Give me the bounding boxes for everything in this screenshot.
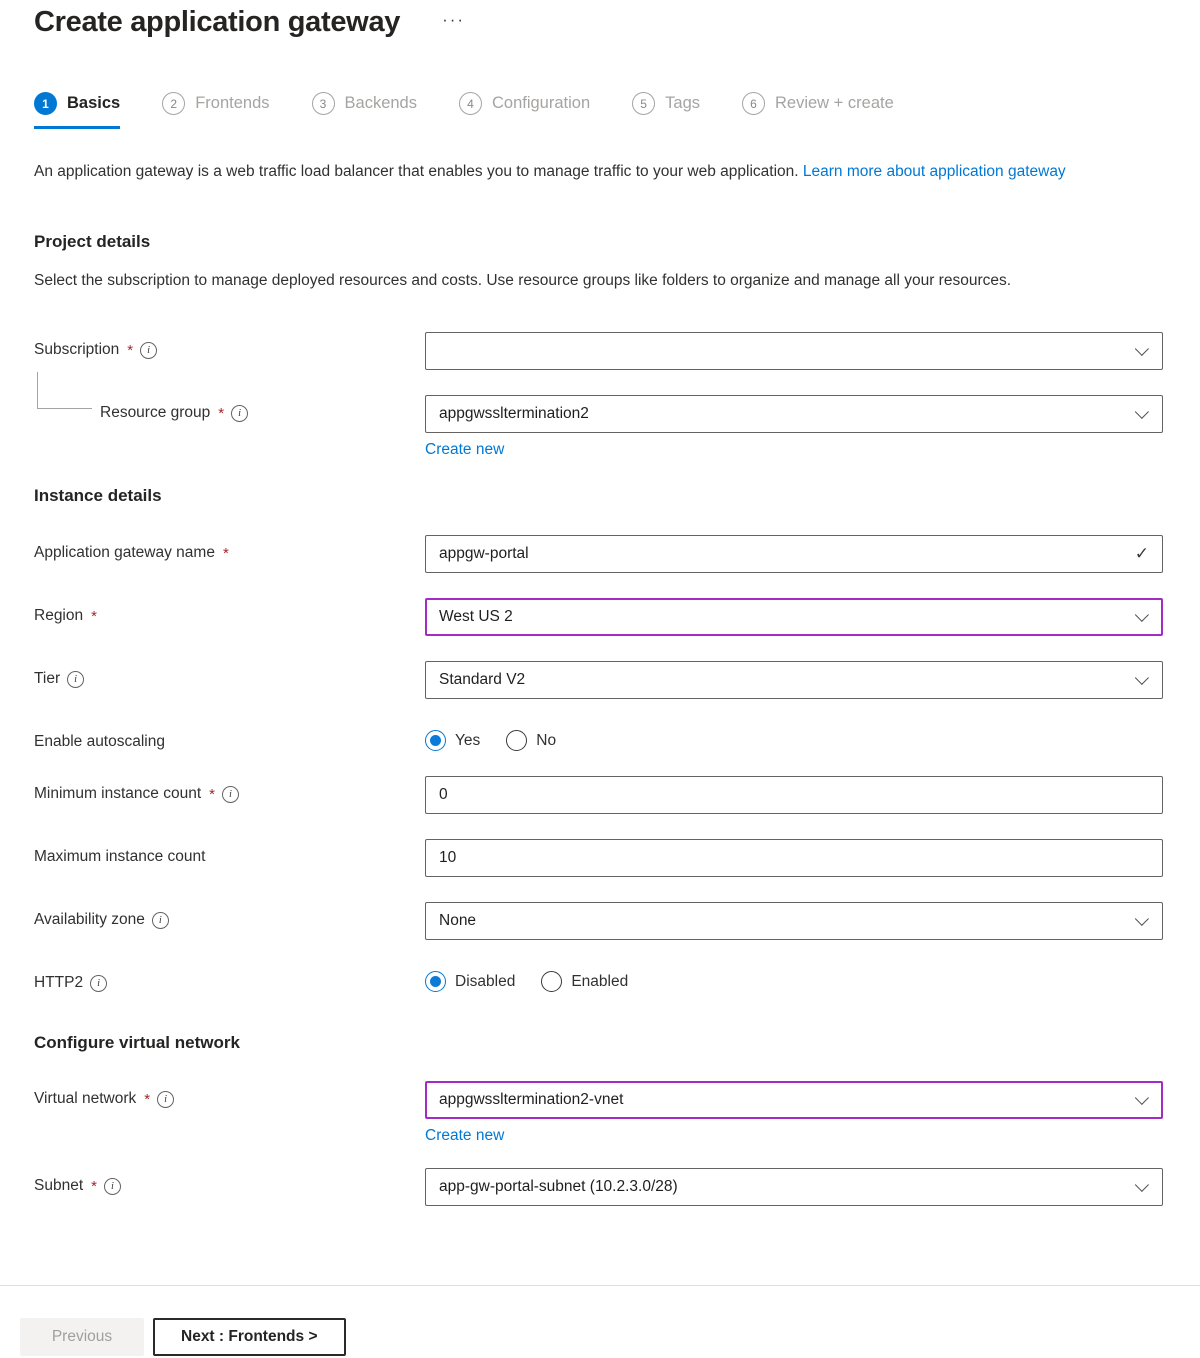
- form-row-tier: [34, 661, 1163, 699]
- region-dropdown[interactable]: [425, 598, 1163, 636]
- info-icon[interactable]: i: [157, 1091, 174, 1108]
- tab-review-create[interactable]: [742, 92, 894, 129]
- form-row-virtual-network: [34, 1081, 1163, 1145]
- tab-number-badge: 3: [312, 92, 335, 115]
- form-row-max-count: [34, 839, 1163, 877]
- autoscaling-label: Enable autoscaling: [34, 733, 165, 750]
- tab-number-badge: 1: [34, 92, 57, 115]
- tab-basics[interactable]: [34, 92, 120, 129]
- required-asterisk: *: [91, 607, 97, 625]
- min-count-input[interactable]: [425, 776, 1163, 814]
- subnet-dropdown[interactable]: [425, 1168, 1163, 1206]
- section-heading-project-details: Project details: [34, 232, 151, 251]
- gateway-name-value: appgw-portal: [439, 545, 529, 562]
- tab-label: Review + create: [775, 94, 894, 112]
- section-heading-configure-vnet: Configure virtual network: [34, 1033, 240, 1052]
- chevron-down-icon: [1135, 405, 1149, 419]
- virtual-network-label: Virtual network * i: [34, 1081, 425, 1108]
- form-row-min-count: [34, 776, 1163, 814]
- intro-description: An application gateway is a web traffic load balancer that enables you to manage traffic to your web application.: [34, 163, 803, 180]
- tab-tags[interactable]: [632, 92, 700, 129]
- radio-button-icon: [425, 971, 446, 992]
- next-frontends-button[interactable]: Next : Frontends >: [153, 1318, 346, 1356]
- http2-radio-disabled[interactable]: [425, 971, 515, 992]
- http2-radio-enabled[interactable]: [541, 971, 628, 992]
- create-new-vnet-link[interactable]: Create new: [425, 1127, 505, 1144]
- chevron-down-icon: [1135, 671, 1149, 685]
- http2-label: HTTP2 i: [34, 965, 425, 992]
- region-value: West US 2: [439, 608, 513, 625]
- gateway-name-input[interactable]: [425, 535, 1163, 573]
- required-asterisk: *: [127, 341, 134, 359]
- info-icon[interactable]: i: [152, 912, 169, 929]
- tab-number-badge: 4: [459, 92, 482, 115]
- chevron-down-icon: [1135, 1178, 1149, 1192]
- tab-label: Backends: [344, 94, 417, 112]
- autoscaling-radio-no[interactable]: [506, 730, 556, 751]
- max-count-input[interactable]: [425, 839, 1163, 877]
- form-row-autoscaling: [34, 724, 1163, 751]
- min-count-value: 0: [439, 786, 448, 803]
- required-asterisk: *: [218, 404, 225, 422]
- max-count-value: 10: [439, 849, 457, 866]
- resource-group-dropdown[interactable]: [425, 395, 1163, 433]
- required-asterisk: *: [144, 1090, 151, 1108]
- previous-button[interactable]: Previous: [20, 1318, 144, 1356]
- form-row-availability-zone: [34, 902, 1163, 940]
- info-icon[interactable]: i: [67, 671, 84, 688]
- max-count-label: Maximum instance count: [34, 848, 206, 865]
- wizard-tab-bar: [34, 92, 1163, 129]
- virtual-network-dropdown[interactable]: [425, 1081, 1163, 1119]
- tab-configuration[interactable]: [459, 92, 590, 129]
- page-title: Create application gateway: [34, 6, 401, 38]
- radio-label: Enabled: [571, 972, 629, 990]
- tab-label: Tags: [665, 94, 700, 112]
- chevron-down-icon: [1135, 1091, 1149, 1105]
- tab-frontends[interactable]: [162, 92, 269, 129]
- http2-radio-group: [425, 965, 1163, 992]
- info-icon[interactable]: i: [231, 405, 248, 422]
- subnet-label: Subnet * i: [34, 1168, 425, 1195]
- form-row-resource-group: [34, 395, 1163, 459]
- learn-more-link[interactable]: Learn more about application gateway: [802, 163, 1066, 180]
- autoscaling-radio-group: [425, 724, 1163, 751]
- required-asterisk: *: [222, 544, 229, 562]
- more-options-icon[interactable]: ···: [442, 9, 466, 29]
- tab-number-badge: 5: [632, 92, 655, 115]
- min-count-label: Minimum instance count * i: [34, 776, 425, 803]
- availability-zone-label: Availability zone i: [34, 902, 425, 929]
- info-icon[interactable]: i: [90, 975, 107, 992]
- project-details-description: Select the subscription to manage deployed resources and costs. Use resource groups like folders to organize and manage all your resources.: [34, 272, 1012, 289]
- wizard-footer: [0, 1285, 1200, 1358]
- form-row-region: [34, 598, 1163, 636]
- tab-label: Configuration: [491, 94, 591, 112]
- validation-check-icon: ✓: [1134, 544, 1149, 563]
- resource-group-label: Resource group * i: [34, 395, 425, 422]
- page-header: [34, 0, 1163, 39]
- form-row-subnet: [34, 1168, 1163, 1206]
- tab-backends[interactable]: [312, 92, 417, 129]
- info-icon[interactable]: i: [222, 786, 239, 803]
- tier-dropdown[interactable]: [425, 661, 1163, 699]
- availability-zone-dropdown[interactable]: [425, 902, 1163, 940]
- resource-group-value: appgwssltermination2: [439, 405, 589, 422]
- radio-label: Disabled: [455, 972, 516, 990]
- required-asterisk: *: [91, 1177, 97, 1195]
- subscription-tree-connector: [37, 372, 92, 409]
- tab-label: Frontends: [195, 94, 270, 112]
- intro-text: [34, 158, 1163, 186]
- tab-number-badge: 2: [162, 92, 185, 115]
- tier-value: Standard V2: [439, 671, 526, 688]
- radio-button-icon: [541, 971, 562, 992]
- tab-number-badge: 6: [742, 92, 765, 115]
- radio-button-icon: [506, 730, 527, 751]
- radio-button-icon: [425, 730, 446, 751]
- subscription-label: Subscription * i: [34, 332, 425, 359]
- info-icon[interactable]: i: [140, 342, 157, 359]
- chevron-down-icon: [1135, 608, 1149, 622]
- chevron-down-icon: [1135, 912, 1149, 926]
- form-row-http2: [34, 965, 1163, 992]
- radio-label: Yes: [455, 731, 481, 749]
- section-heading-instance-details: Instance details: [34, 486, 162, 505]
- subnet-value: app-gw-portal-subnet (10.2.3.0/28): [439, 1178, 678, 1195]
- region-label: Region *: [34, 607, 97, 625]
- availability-zone-value: None: [439, 912, 477, 929]
- form-row-gateway-name: [34, 535, 1163, 573]
- tab-label: Basics: [67, 94, 121, 112]
- required-asterisk: *: [209, 785, 215, 803]
- subscription-dropdown[interactable]: [425, 332, 1163, 370]
- tier-label: Tier i: [34, 661, 425, 688]
- autoscaling-radio-yes[interactable]: [425, 730, 480, 751]
- info-icon[interactable]: i: [104, 1178, 121, 1195]
- chevron-down-icon: [1135, 342, 1149, 356]
- gateway-name-label: Application gateway name *: [34, 544, 229, 562]
- form-row-subscription: [34, 332, 1163, 370]
- virtual-network-value: appgwssltermination2-vnet: [439, 1091, 624, 1108]
- create-new-resource-group-link[interactable]: Create new: [425, 441, 505, 458]
- radio-label: No: [536, 731, 557, 749]
